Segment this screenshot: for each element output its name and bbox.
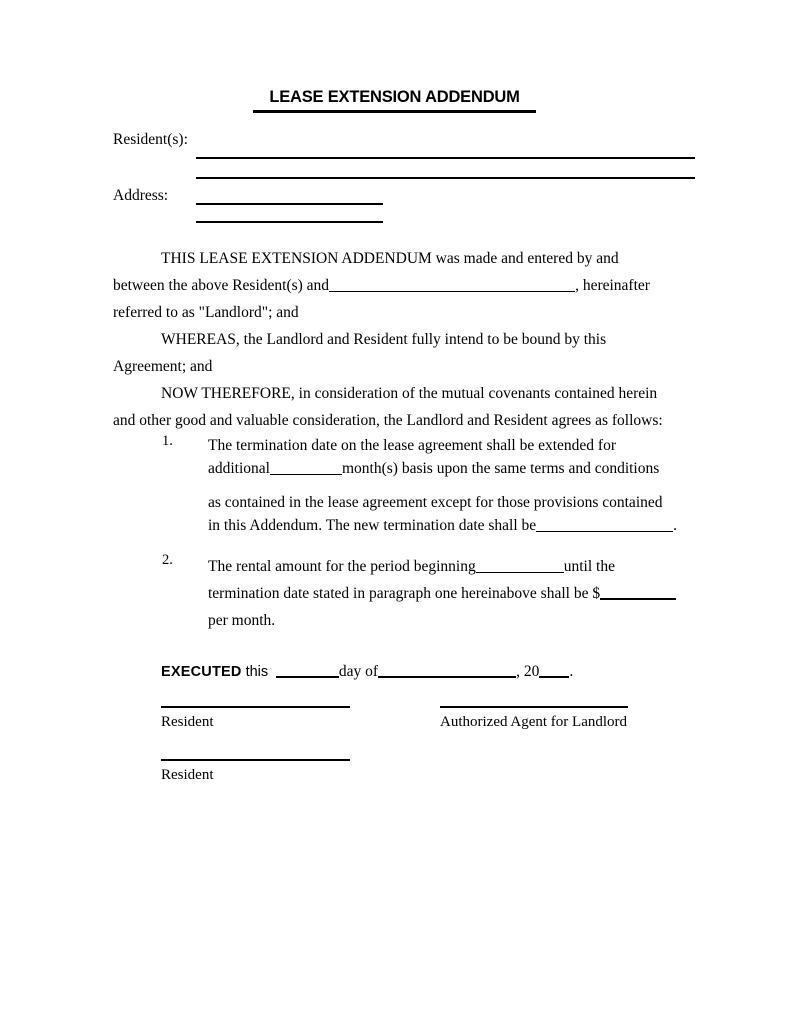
clause-1-line-2-head: additional <box>208 460 270 477</box>
executed-keyword: EXECUTED <box>161 664 242 680</box>
resident-line-1[interactable] <box>196 157 695 159</box>
clause-1-number: 1. <box>162 433 173 449</box>
executed-gap <box>268 663 276 680</box>
month-blank[interactable] <box>378 661 516 678</box>
executed-line <box>161 661 573 681</box>
clause-2-body <box>208 553 688 634</box>
address-field-label: Address: <box>113 187 169 204</box>
recital-paragraph-1 <box>113 245 693 326</box>
executed-period: . <box>569 663 574 680</box>
resident-field-label: Resident(s): <box>113 131 188 148</box>
resident-line-2[interactable] <box>196 177 695 179</box>
landlord-name-blank[interactable] <box>329 276 575 292</box>
recital-3-line-2: and other good and valuable consideration, the Landlord and Resident agrees as follows: <box>113 412 663 429</box>
document-title-block <box>253 88 536 113</box>
day-blank[interactable] <box>276 661 339 678</box>
recital-3-line-1: NOW THEREFORE, in consideration of the mutual covenants contained herein <box>161 385 658 402</box>
clause-1-line-1: The termination date on the lease agreement shall be extended for <box>208 437 616 454</box>
clause-2-line-1-head: The rental amount for the period beginning <box>208 558 476 575</box>
resident-signature-line-2[interactable] <box>161 759 350 761</box>
resident-signature-label-2: Resident <box>161 767 214 783</box>
address-line-1[interactable] <box>196 203 383 205</box>
executed-this-label: this <box>245 664 269 680</box>
address-line-2[interactable] <box>196 221 383 223</box>
executed-day-of: day of <box>338 663 379 680</box>
new-termination-date-blank[interactable] <box>536 516 673 532</box>
clause-1-line-4-head: in this Addendum. The new termination date shall be <box>208 517 537 534</box>
page-title: LEASE EXTENSION ADDENDUM <box>269 88 520 106</box>
recital-paragraph-3 <box>113 380 693 434</box>
months-blank[interactable] <box>270 459 342 475</box>
recital-2-line-1: WHEREAS, the Landlord and Resident fully intend to be bound by this <box>161 331 607 348</box>
executed-year-prefix: , 20 <box>516 663 540 680</box>
resident-signature-line-1[interactable] <box>161 706 350 708</box>
clause-1-line-2-tail: month(s) basis upon the same terms and conditions <box>342 460 660 477</box>
recital-1-line-2-tail: , hereinafter <box>575 277 650 294</box>
landlord-signature-line[interactable] <box>440 706 628 708</box>
clause-1-line-4-tail: . <box>673 517 678 534</box>
clause-1-spacer <box>208 480 688 491</box>
year-blank[interactable] <box>539 661 569 678</box>
resident-signature-label-1: Resident <box>161 714 214 730</box>
clause-2-line-2-head: termination date stated in paragraph one hereinabove shall be $ <box>208 585 601 602</box>
recital-1-line-1: THIS LEASE EXTENSION ADDENDUM was made and entered by and <box>161 250 619 267</box>
clause-1-line-3: as contained in the lease agreement except for those provisions contained <box>208 494 663 511</box>
recital-paragraph-2 <box>113 326 693 380</box>
landlord-signature-label: Authorized Agent for Landlord <box>440 714 628 730</box>
clause-2-number: 2. <box>162 552 173 568</box>
recital-2-line-2: Agreement; and <box>113 358 213 375</box>
clause-2-line-1-tail: until the <box>563 558 615 575</box>
period-beginning-blank[interactable] <box>476 557 564 573</box>
recital-1-line-2: between the above Resident(s) and <box>113 277 330 294</box>
rental-amount-blank[interactable] <box>600 583 676 600</box>
recital-1-line-3: referred to as "Landlord"; and <box>113 304 299 321</box>
title-underline <box>253 110 536 113</box>
clause-2-line-3: per month. <box>208 612 276 629</box>
clause-1-body <box>208 434 688 537</box>
